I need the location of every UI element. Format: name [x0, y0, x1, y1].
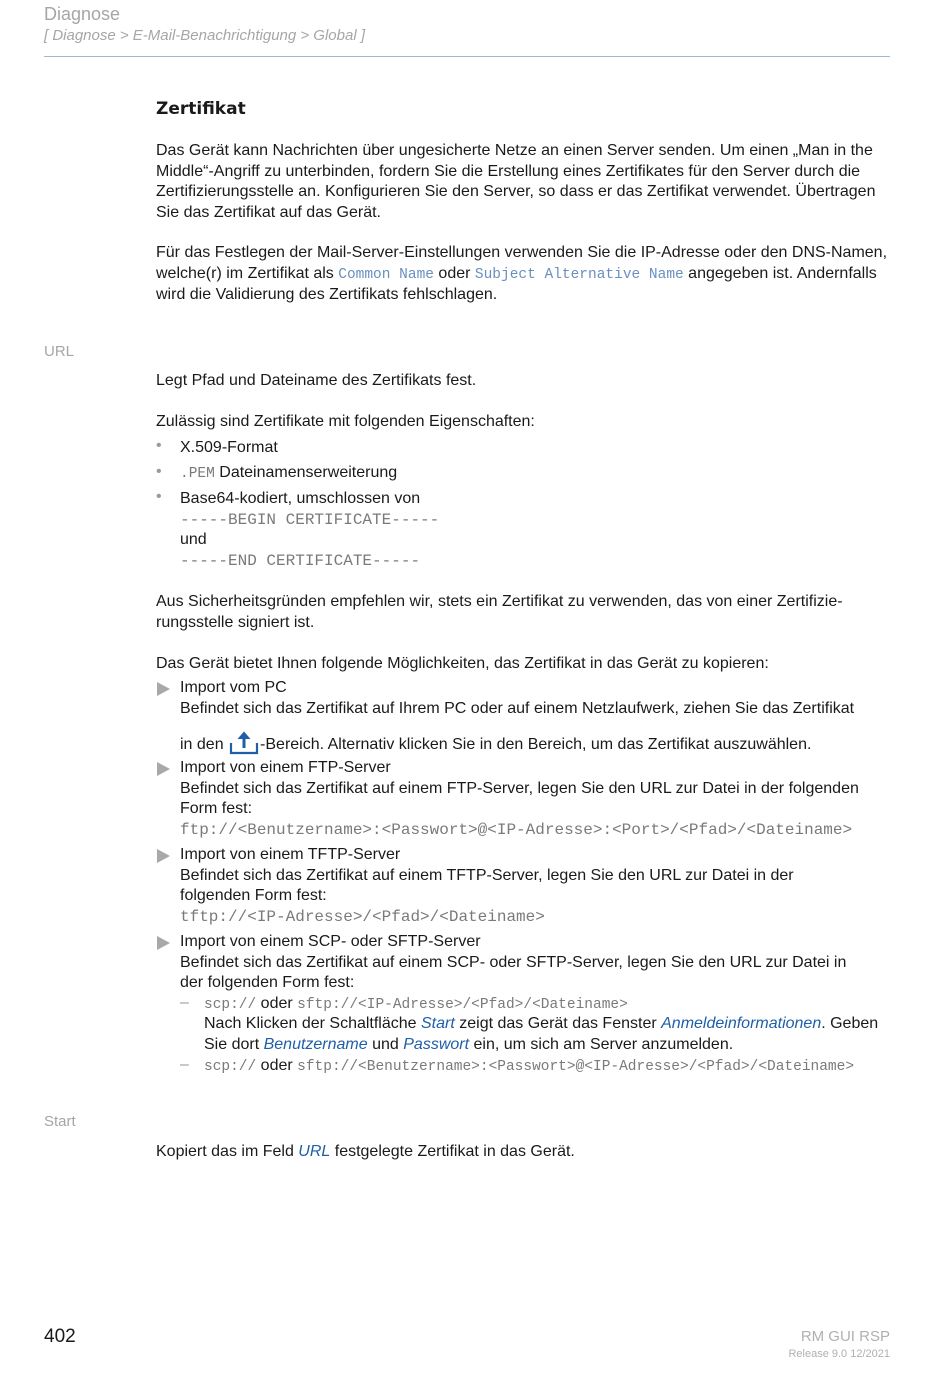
triangle-bullet-icon — [157, 849, 170, 863]
import-scp-line2: der folgenden Form fest: — [180, 974, 355, 991]
scp-note-text: Sie dort — [204, 1036, 264, 1053]
sftp-code: sftp://<Benutzername>:<Passwort>@<IP-Adresse>/<Pfad>/<Dateiname> — [297, 1059, 855, 1075]
property-base64: Base64-kodiert, umschlossen von — [180, 490, 421, 507]
common-name-code: Common Name — [338, 266, 434, 283]
start-desc-b: festgelegte Zertifikat in das Gerät. — [330, 1143, 575, 1160]
dns-text-c: angegeben ist. Andernfalls wird die Validierung des Zertifikats fehlschlagen. — [156, 264, 877, 303]
bullet-dot-icon: • — [156, 437, 162, 454]
import-pc-line2 — [180, 729, 811, 756]
anmeldeinformationen-ref: Anmeldeinformationen — [661, 1015, 822, 1032]
dash-bullet-icon: – — [180, 994, 189, 1011]
start-side-label: Start — [44, 1113, 76, 1130]
scp-note-line1 — [204, 1014, 878, 1035]
import-tftp-line2: folgenden Form fest: — [180, 887, 327, 904]
sftp-code: sftp://<IP-Adresse>/<Pfad>/<Dateiname> — [297, 997, 628, 1013]
upload-icon — [229, 729, 259, 755]
scp-code: scp:// — [204, 997, 257, 1013]
pem-code: .PEM — [180, 466, 215, 482]
start-desc-a: Kopiert das im Feld — [156, 1143, 299, 1160]
bullet-dot-icon: • — [156, 463, 162, 480]
scp-note-text: ein, um sich am Server anzumelden. — [469, 1036, 734, 1053]
url-ref: URL — [298, 1143, 331, 1160]
section-heading: Zertifikat — [156, 99, 246, 119]
import-scp-line1: Befindet sich das Zertifikat auf einem SCP- oder SFTP-Server, legen Sie den URL zur Datei in — [180, 954, 847, 971]
property-x509: X.509-Format — [180, 439, 278, 456]
import-pc-line2-b: -Bereich. Alternativ klicken Sie in den Bereich, um das Zertifikat auszuwählen. — [260, 736, 812, 753]
import-ftp-line1: Befindet sich das Zertifikat auf einem FTP-Server, legen Sie den URL zur Datei in der folgenden — [180, 780, 859, 797]
start-ref: Start — [421, 1015, 455, 1032]
page-number: 402 — [44, 1326, 76, 1347]
pem-text: Dateinamenserweiterung — [214, 464, 398, 481]
scp-note-line2 — [204, 1035, 733, 1056]
scp-note-text: zeigt das Gerät das Fenster — [454, 1015, 662, 1032]
start-description — [156, 1142, 575, 1163]
subject-alt-name-code: Subject Alternative Name — [474, 266, 684, 283]
scp-code: scp:// — [204, 1059, 257, 1075]
und-text: und — [180, 531, 207, 548]
scp-note-text: Nach Klicken der Schaltfläche — [204, 1015, 421, 1032]
security-note: Aus Sicherheitsgründen empfehlen wir, stets ein Zertifikat zu verwenden, das von einer Zertifizie-rungsstelle signiert ist. — [156, 593, 843, 631]
dns-text-b: oder — [433, 264, 475, 282]
triangle-bullet-icon — [157, 682, 170, 696]
begin-certificate-code: -----BEGIN CERTIFICATE----- — [180, 511, 440, 529]
header-divider — [44, 56, 890, 57]
footer-release: Release 9.0 12/2021 — [788, 1348, 890, 1360]
scp-note-text: und — [367, 1036, 404, 1053]
properties-intro: Zulässig sind Zertifikate mit folgenden Eigenschaften: — [156, 413, 535, 430]
import-pc-title: Import vom PC — [180, 679, 287, 696]
bullet-dot-icon: • — [156, 488, 162, 505]
dash-bullet-icon: – — [180, 1056, 189, 1073]
scp-format-2 — [204, 1056, 854, 1078]
oder-text: oder — [256, 1057, 298, 1074]
import-ftp-line2: Form fest: — [180, 800, 253, 817]
import-ftp-title: Import von einem FTP-Server — [180, 759, 391, 776]
dns-paragraph — [156, 243, 896, 306]
triangle-bullet-icon — [157, 762, 170, 776]
scp-note-text: . Geben — [821, 1015, 879, 1032]
ftp-url-format: ftp://<Benutzername>:<Passwort>@<IP-Adresse>:<Port>/<Pfad>/<Dateiname> — [180, 821, 853, 839]
footer-product: RM GUI RSP — [800, 1328, 890, 1345]
tftp-url-format: tftp://<IP-Adresse>/<Pfad>/<Dateiname> — [180, 908, 545, 926]
import-tftp-line1: Befindet sich das Zertifikat auf einem TFTP-Server, legen Sie den URL zur Datei in der — [180, 867, 794, 884]
end-certificate-code: -----END CERTIFICATE----- — [180, 552, 421, 570]
import-pc-line1: Befindet sich das Zertifikat auf Ihrem PC oder auf einem Netzlaufwerk, ziehen Sie das Zertifikat — [180, 700, 855, 717]
url-description: Legt Pfad und Dateiname des Zertifikats fest. — [156, 372, 477, 389]
triangle-bullet-icon — [157, 936, 170, 950]
options-intro: Das Gerät bietet Ihnen folgende Möglichkeiten, das Zertifikat in das Gerät zu kopieren: — [156, 655, 769, 672]
scp-format-1 — [204, 994, 628, 1016]
oder-text: oder — [256, 995, 298, 1012]
breadcrumb: [ Diagnose > E-Mail-Benachrichtigung > Global ] — [44, 27, 366, 44]
property-pem — [180, 463, 397, 485]
benutzername-ref: Benutzername — [263, 1036, 368, 1053]
dns-text-a: Für das Festlegen der Mail-Server-Einstellungen verwenden Sie die IP-Adresse oder den DNS-Namen, welche(r) im Zertifikat als — [156, 244, 888, 282]
import-tftp-title: Import von einem TFTP-Server — [180, 846, 401, 863]
import-pc-line2-a: in den — [180, 736, 229, 753]
page-header-title: Diagnose — [44, 4, 121, 24]
intro-paragraph: Das Gerät kann Nachrichten über ungesicherte Netze an einen Server senden. Um einen „Man in the Middle“-Angriff zu unterbinden, fordern Sie die Erstellung eines Zertifikates für den Server durch die Zertifizierungsstelle an. Konfigurieren Sie den Server, so dass er das Zertifikat verwendet. Übertragen Sie das Zertifikat auf das Gerät. — [156, 142, 876, 221]
import-scp-title: Import von einem SCP- oder SFTP-Server — [180, 933, 481, 950]
passwort-ref: Passwort — [403, 1036, 470, 1053]
url-side-label: URL — [44, 343, 75, 360]
